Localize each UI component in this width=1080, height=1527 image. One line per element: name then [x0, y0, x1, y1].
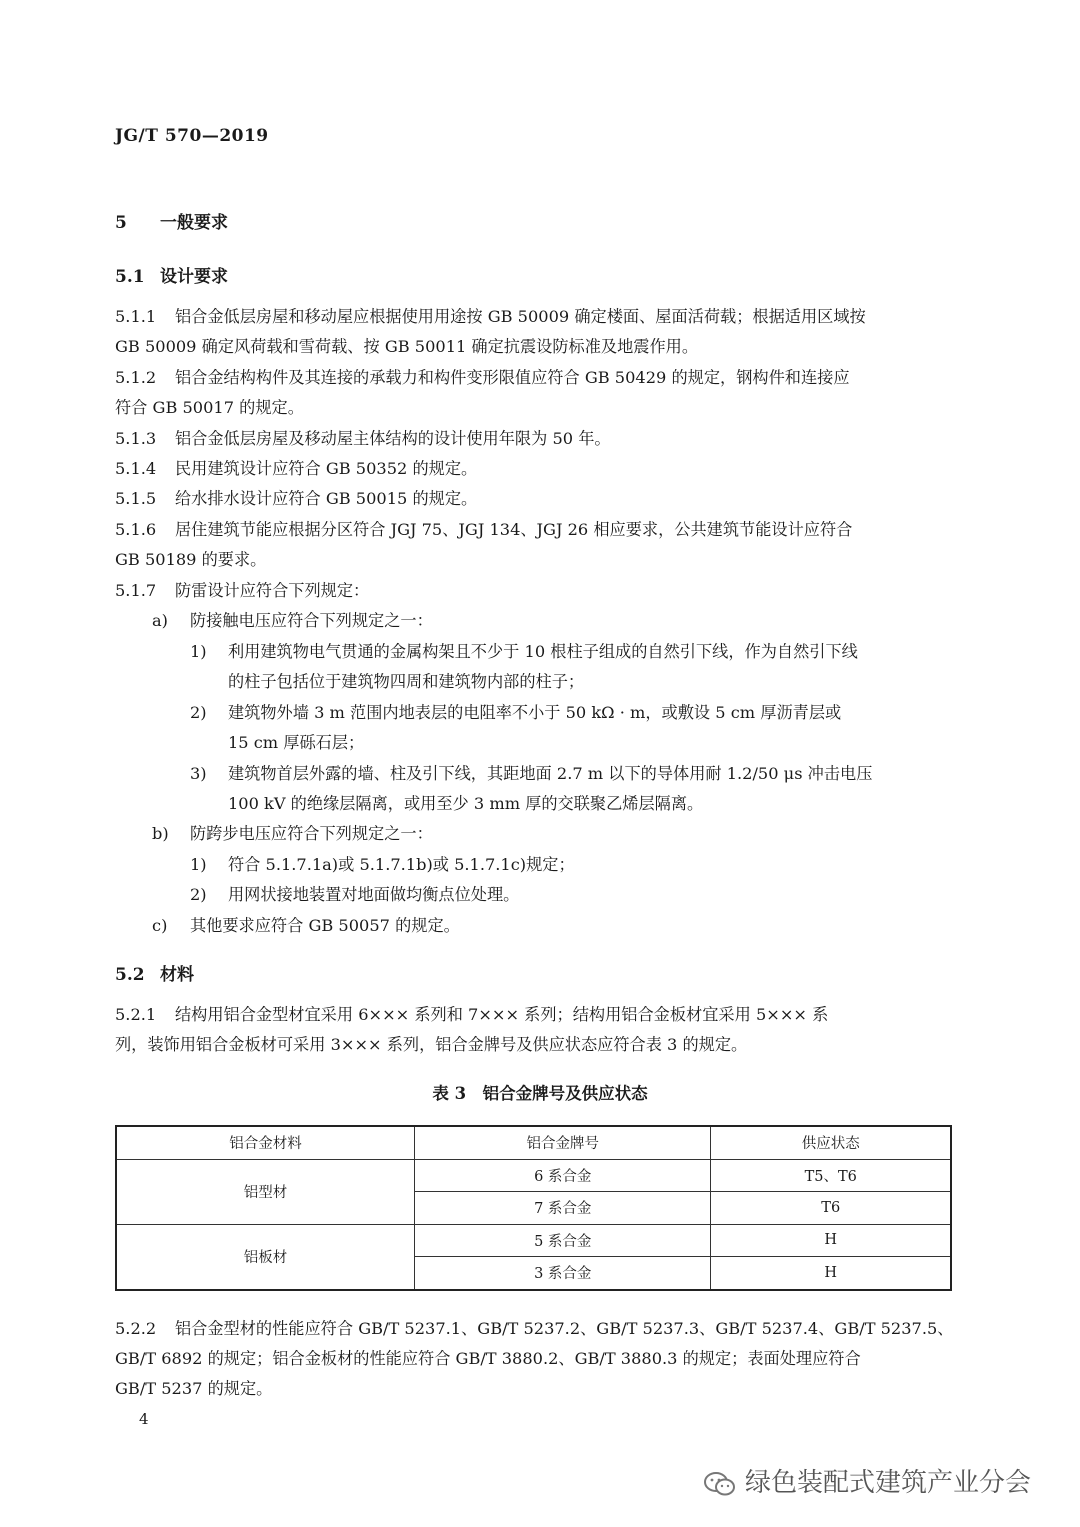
state-cell: H: [711, 1257, 951, 1290]
section-5-1-heading: [115, 262, 228, 287]
grade-cell: 5 系合金: [415, 1224, 711, 1257]
section-number: 5.1: [115, 267, 145, 287]
table-row: [116, 1159, 951, 1192]
grade-cell: 7 系合金: [415, 1192, 711, 1225]
watermark-text: 绿色装配式建筑产业分会: [745, 1468, 1032, 1498]
state-cell: T5、T6: [711, 1159, 951, 1192]
table-header-row: [116, 1126, 951, 1159]
alloy-table: [115, 1125, 952, 1291]
clause-5-1-5: 5.1.5 给水排水设计应符合 GB 50015 的规定。: [115, 489, 478, 508]
table-header-cell: 供应状态: [711, 1126, 951, 1159]
clause-5-1-6-cont: GB 50189 的要求。: [115, 550, 267, 569]
clause-5-2-1-cont: 列，装饰用铝合金板材可采用 3××× 系列，铝合金牌号及供应状态应符合表 3 的规定。: [115, 1035, 748, 1054]
state-cell: T6: [711, 1192, 951, 1225]
item-a-2: 2) 建筑物外墙 3 m 范围内地表层的电阻率不小于 50 kΩ · m，或敷设 5 cm 厚沥青层或: [190, 703, 842, 722]
clause-5-1-7: 5.1.7 防雷设计应符合下列规定：: [115, 581, 370, 600]
clause-5-1-1-cont: GB 50009 确定风荷载和雪荷载、按 GB 50011 确定抗震设防标准及地震作用。: [115, 337, 699, 356]
item-b-2: 2) 用网状接地装置对地面做均衡点位处理。: [190, 885, 520, 904]
grade-cell: 3 系合金: [415, 1257, 711, 1290]
material-cell: 铝型材: [116, 1159, 415, 1224]
clause-5-1-4: 5.1.4 民用建筑设计应符合 GB 50352 的规定。: [115, 459, 478, 478]
clause-5-2-2: 5.2.2 铝合金型材的性能应符合 GB/T 5237.1、GB/T 5237.2、GB/T 5237.3、GB/T 5237.4、GB/T 5237.5、: [115, 1319, 954, 1338]
section-title: 材料: [160, 965, 194, 985]
section-5-2-heading: [115, 960, 194, 985]
clause-5-1-1: 5.1.1 铝合金低层房屋和移动屋应根据使用用途按 GB 50009 确定楼面、屋面活荷载；根据适用区域按: [115, 307, 866, 326]
item-a-1-cont: 的柱子包括位于建筑物四周和建筑物内部的柱子；: [228, 672, 585, 691]
wechat-icon: [703, 1471, 737, 1497]
clause-5-2-2-cont: GB/T 5237 的规定。: [115, 1379, 273, 1398]
item-a-1: 1) 利用建筑物电气贯通的金属构架且不少于 10 根柱子组成的自然引下线，作为自然引下线: [190, 642, 858, 661]
section-title: 设计要求: [160, 267, 228, 287]
item-a-3-cont: 100 kV 的绝缘层隔离，或用至少 3 mm 厚的交联聚乙烯层隔离。: [228, 794, 704, 813]
section-title: 一般要求: [160, 213, 228, 233]
page-number: 4: [139, 1410, 149, 1428]
clause-5-1-2-cont: 符合 GB 50017 的规定。: [115, 398, 304, 417]
table-header-cell: 铝合金牌号: [415, 1126, 711, 1159]
item-a-2-cont: 15 cm 厚砾石层；: [228, 733, 365, 752]
clause-5-2-2-cont: GB/T 6892 的规定；铝合金板材的性能应符合 GB/T 3880.2、GB/T 3880.3 的规定；表面处理应符合: [115, 1349, 861, 1368]
clause-5-1-2: 5.1.2 铝合金结构构件及其连接的承载力和构件变形限值应符合 GB 50429 的规定，钢构件和连接应: [115, 368, 850, 387]
watermark: [703, 1462, 1031, 1499]
grade-cell: 6 系合金: [415, 1159, 711, 1192]
clause-5-1-6: 5.1.6 居住建筑节能应根据分区符合 JGJ 75、JGJ 134、JGJ 26 相应要求，公共建筑节能设计应符合: [115, 520, 853, 539]
item-b: b) 防跨步电压应符合下列规定之一：: [152, 824, 433, 843]
section-number: 5.2: [115, 965, 145, 985]
material-cell: 铝板材: [116, 1224, 415, 1290]
document-header: JG/T 570—2019: [115, 126, 269, 146]
section-number: 5: [115, 213, 127, 233]
table-row: [116, 1224, 951, 1257]
item-c: c) 其他要求应符合 GB 50057 的规定。: [152, 916, 460, 935]
state-cell: H: [711, 1224, 951, 1257]
section-5-heading: [115, 208, 228, 233]
clause-5-1-3: 5.1.3 铝合金低层房屋及移动屋主体结构的设计使用年限为 50 年。: [115, 429, 611, 448]
clause-5-2-1: 5.2.1 结构用铝合金型材宜采用 6××× 系列和 7××× 系列；结构用铝合金板材宜采用 5××× 系: [115, 1005, 829, 1024]
item-a-3: 3) 建筑物首层外露的墙、柱及引下线，其距地面 2.7 m 以下的导体用耐 1.2/50 μs 冲击电压: [190, 764, 873, 783]
table-header-cell: 铝合金材料: [116, 1126, 415, 1159]
item-a: a) 防接触电压应符合下列规定之一：: [152, 611, 433, 630]
item-b-1: 1) 符合 5.1.7.1a)或 5.1.7.1b)或 5.1.7.1c)规定；: [190, 855, 575, 874]
table-caption: 表 3 铝合金牌号及供应状态: [432, 1084, 648, 1103]
